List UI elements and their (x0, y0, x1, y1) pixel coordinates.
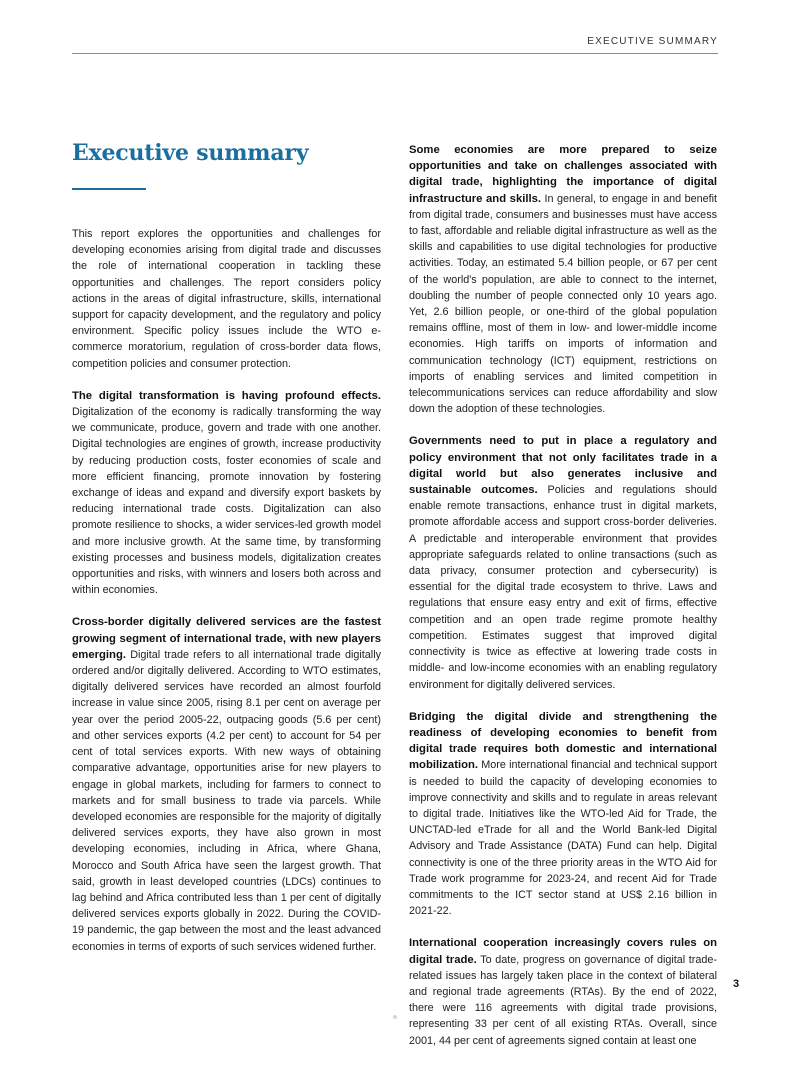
paragraph-lead: Some economies are more prepared to seize opportunities and take on challenges associated with digital trade, highlighting the importance of digital infrastructure and skills. (409, 144, 717, 205)
paragraph-text: This report explores the opportunities and challenges for developing economies arising from digital trade and discusses the role of international cooperation in tackling these opportunities and challenges. The report considers policy actions in the areas of digital infrastructure, skills, international support for capacity development, and the regulatory and policy environment. Specific policy issues include the WTO e-commerce moratorium, regulation of cross-border data flows, competition policies and consumer protection. (72, 228, 381, 370)
header-divider (72, 53, 718, 54)
paragraph-text: To date, progress on governance of digital trade-related issues has largely taken place in the context of bilateral and regional trade agreements (RTAs). By the end of 2022, there were 116 agreements with digital trade provisions, representing 33 per cent of all existing RTAs. Overall, since 2001, 44 per cent of agreements signed contain at least one (409, 953, 717, 1047)
paragraph-text: Digitalization of the economy is radically transforming the way we communicate, produce, govern and trade with one another. Digital technologies are engines of growth, increase productivity by reducing production costs, foster economies of scale and more efficient financing, promote innovation by fostering exchange of ideas and expand and diversify export baskets by reducing international trade costs. Digitalization can also promote resilience to shocks, a wider services-led growth model and more inclusive growth. At the same time, by transforming existing processes and business models, digitalization creates opportunities and risks, with winners and losers both across and within economies. (72, 406, 381, 597)
paragraph-digital-divide (409, 709, 717, 920)
title-underline (72, 188, 146, 190)
paragraph-lead: International cooperation increasingly covers rules on digital trade. (409, 937, 717, 966)
paragraph-regulatory-environment (409, 433, 717, 692)
paragraph-text: In general, to engage in and benefit from digital trade, consumers and businesses must have access to fast, affordable and reliable digital infrastructure as well as the skills and capabilities to use digital technologies for productive activities. Today, an estimated 5.4 billion people, or 67 per cent of the world's population, are able to connect to the internet, doubling the number of people connected only 10 years ago. Yet, 2.6 billion people, or one-third of the global population remains offline, most of them in low- and lower-middle income economies. High tariffs on imports of information and communication technology (ICT) equipment, restrictions on imports of enabling services and limited competition in telecommunications services can reduce affordability and slow down the adoption of these technologies. (409, 192, 717, 416)
paragraph-lead: Cross-border digitally delivered services are the fastest growing segment of international trade, with new players emerging. (72, 616, 381, 661)
page-number: 3 (733, 978, 740, 990)
right-column (409, 142, 717, 1065)
page-title: Executive summary (72, 140, 309, 166)
paragraph-digitally-delivered-services (72, 614, 381, 954)
paragraph-text: More international financial and technical support is needed to build the capacity of developing economies to improve connectivity and skills and to regulate in areas relevant to digital trade. Initiatives like the WTO-led Aid for Trade, the UNCTAD-led eTrade for all and the World Bank-led Digital Advisory and Trade Assistance (DATA) Fund can help. Digital connectivity is one of the three priority areas in the WTO Aid for Trade work programme for 2023-24, and recent Aid for Trade commitments to the ICT sector stand at US$ 2.16 billion in 2021-22. (409, 759, 717, 918)
paragraph-infrastructure-skills (409, 142, 717, 417)
paragraph-digital-transformation (72, 388, 381, 599)
paragraph-text: Policies and regulations should enable remote transactions, enhance trust in digital markets, promote affordable access and support cross-border deliveries. A predictable and interoperable environment that provides appropriate safeguards related to online transactions (such as data privacy, consumer protection and cybersecurity) is essential for the digital trade ecosystem to thrive. Laws and regulations that ensure easy entry and exit of firms, effective competition and an open trade regime promote healthy competition. Estimates suggest that improved digital connectivity is twice as effective at lowering trade costs in middle- and low-income economies with an enabling regulatory environment for digitally delivered services. (409, 484, 717, 691)
left-column (72, 226, 381, 971)
paragraph-lead: The digital transformation is having profound effects. (72, 389, 381, 402)
paragraph-text: Digital trade refers to all international trade digitally ordered and/or digitally delivered. According to WTO estimates, digitally delivered services have recorded an almost fourfold increase in value since 2005, rising 8.1 per cent on average per year over the period 2005-22, outpacing goods (5.6 per cent) and other services exports (4.2 per cent) to account for 54 per cent of total services exports. With new ways of obtaining comparative advantage, opportunities arise for new players to engage in global markets, including for farmers to connect to markets and for small business to trade via parcels. While developed economies are responsible for the majority of digitally delivered services exports, they have also grown in most developing economies, including in Africa, where Ghana, Morocco and South Africa have seen the largest growth. That said, growth in least developed countries (LDCs) continues to lag behind and Africa contributed less than 1 per cent of digitally delivered services exports globally in 2022. During the COVID-19 pandemic, the gap between the most and the least advanced economies in terms of exports of such services widened further. (72, 648, 381, 953)
paragraph-international-cooperation (409, 935, 717, 1048)
paragraph-lead: Governments need to put in place a regulatory and policy environment that not only facilitates trade in a digital world but also generates inclusive and sustainable outcomes. (409, 435, 717, 497)
paragraph-intro (72, 226, 381, 372)
running-header: EXECUTIVE SUMMARY (587, 36, 718, 47)
paragraph-lead: Bridging the digital divide and strengthening the readiness of developing economies to benefit from digital trade requires both domestic and international mobilization. (409, 710, 717, 772)
footer-dot (393, 1015, 397, 1019)
